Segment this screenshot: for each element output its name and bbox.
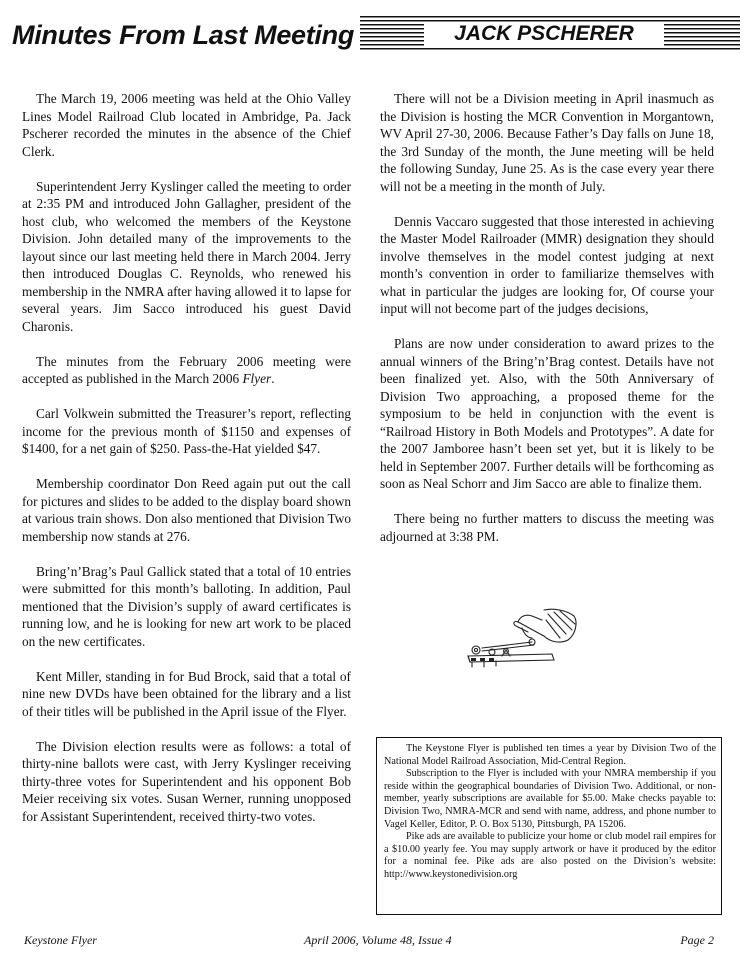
author-banner <box>360 16 740 52</box>
footer-publication: Keystone Flyer <box>24 933 97 947</box>
article-author: JACK PSCHERER <box>424 22 664 46</box>
paragraph: Superintendent Jerry Kyslinger called the meeting to order at 2:35 PM and introduced John Gallagher, president of the host club, who welcomed the members of the Keystone Division. John detailed many of the improvements to the layout since our last meeting held there in March 2004. Jerry then introduced Douglas C. Reynolds, who renewed his membership in the NMRA after having allowed it to lapse for several years. Jim Sacco introduced his guest David Charonis. <box>22 178 351 334</box>
paragraph: Bring’n’Brag’s Paul Gallick stated that a total of 10 entries were submitted for this month’s balloting. In addition, Paul mentioned that the Division’s supply of award certificates is running low, and he is looking for new art work to be placed on the new certificates. <box>22 563 351 649</box>
info-paragraph: The Keystone Flyer is published ten times a year by Division Two of the National Model Railroad Association, Mid-Central Region. <box>384 743 716 767</box>
left-column <box>22 90 351 843</box>
paragraph: There being no further matters to discuss the meeting was adjourned at 3:38 PM. <box>380 511 714 544</box>
paragraph: Kent Miller, standing in for Bud Brock, said that a total of nine new DVDs have been obtained for the library and a list of their titles will be published in the April issue of the Flyer. <box>22 668 351 719</box>
paragraph <box>22 353 351 388</box>
paragraph-text: . <box>271 371 275 386</box>
info-paragraph: Subscription to the Flyer is included with your NMRA membership if you reside within the geographical boundaries of Division Two. Additional, or non-member, yearly subscriptions are available for $5.00. Make checks payable to: Division Two, NMRA-MCR and send with name, address, and phone number to Vagel Keller, Editor, P. O. Box 5130, Pittsburgh, PA 15206. <box>384 768 716 830</box>
article-title: Minutes From Last Meeting <box>12 20 355 50</box>
paragraph: Membership coordinator Don Reed again put out the call for pictures and slides to be added to the display board shown at various train shows. Don also mentioned that Division Two membership now stands at 276. <box>22 476 351 544</box>
paragraph: There will not be a Division meeting in April inasmuch as the Division is hosting the MCR Convention in Morgantown, WV April 27-30, 2006. Because Father’s Day falls on June 18, the 3rd Sunday of the month, the June meeting will be held the following Sunday, June 25. As is the case every year there will not be a meeting in the month of July. <box>380 91 714 194</box>
footer-page-number: Page 2 <box>680 933 714 947</box>
paragraph: Carl Volkwein submitted the Treasurer’s report, reflecting income for the previous month of $1150 and expenses of $1400, for a net gain of $250. Pass-the-Hat yielded $47. <box>22 406 351 456</box>
publication-info-box <box>376 737 722 915</box>
telegraph-key-icon <box>462 604 582 670</box>
info-paragraph: Pike ads are available to publicize your home or club model rail empires for a $10.00 yearly fee. You may supply artwork or have it produced by the editor for a nominal fee. Pike ads are also posted on the Division’s website: http://www.keystonedivision.org <box>384 831 716 880</box>
article-header <box>8 14 740 58</box>
paragraph-text: The minutes from the February 2006 meeting were accepted as published in the March 2006 <box>22 353 351 386</box>
publication-name: Flyer <box>242 371 272 386</box>
paragraph: Plans are now under consideration to award prizes to the annual winners of the Bring’n’Brag contest. Details have not been finalized yet. Also, with the 50th Anniversary of Division Two approaching, a proposed theme for the symposium to be held in conjunction with the event is “Railroad History in Both Models and Prototypes”. A date for the 2007 Jamboree hasn’t been set yet, but it is likely to be held in September 2007. Further details will be forthcoming as soon as Neal Schorr and Jim Sacco are able to finalize them. <box>380 336 714 491</box>
footer-issue: April 2006, Volume 48, Issue 4 <box>304 933 452 947</box>
right-column <box>380 90 714 563</box>
paragraph: The March 19, 2006 meeting was held at the Ohio Valley Lines Model Railroad Club located in Ambridge, Pa. Jack Pscherer recorded the minutes in the absence of the Chief Clerk. <box>22 91 351 159</box>
paragraph: Dennis Vaccaro suggested that those interested in achieving the Master Model Railroader (MMR) designation they should involve themselves in the model contest judging at next month’s convention in order to familiarize themselves with what in particular the judges are looking for, Of course your input will not become part of the judges decisions, <box>380 213 714 316</box>
paragraph: The Division election results were as follows: a total of thirty-nine ballots were cast, with Jerry Kyslinger receiving thirty-three votes for Superintendent and his opponent Bob Meier receiving six votes. Susan Werner, running unopposed for Assistant Superintendent, received thirty-two votes. <box>22 738 351 824</box>
